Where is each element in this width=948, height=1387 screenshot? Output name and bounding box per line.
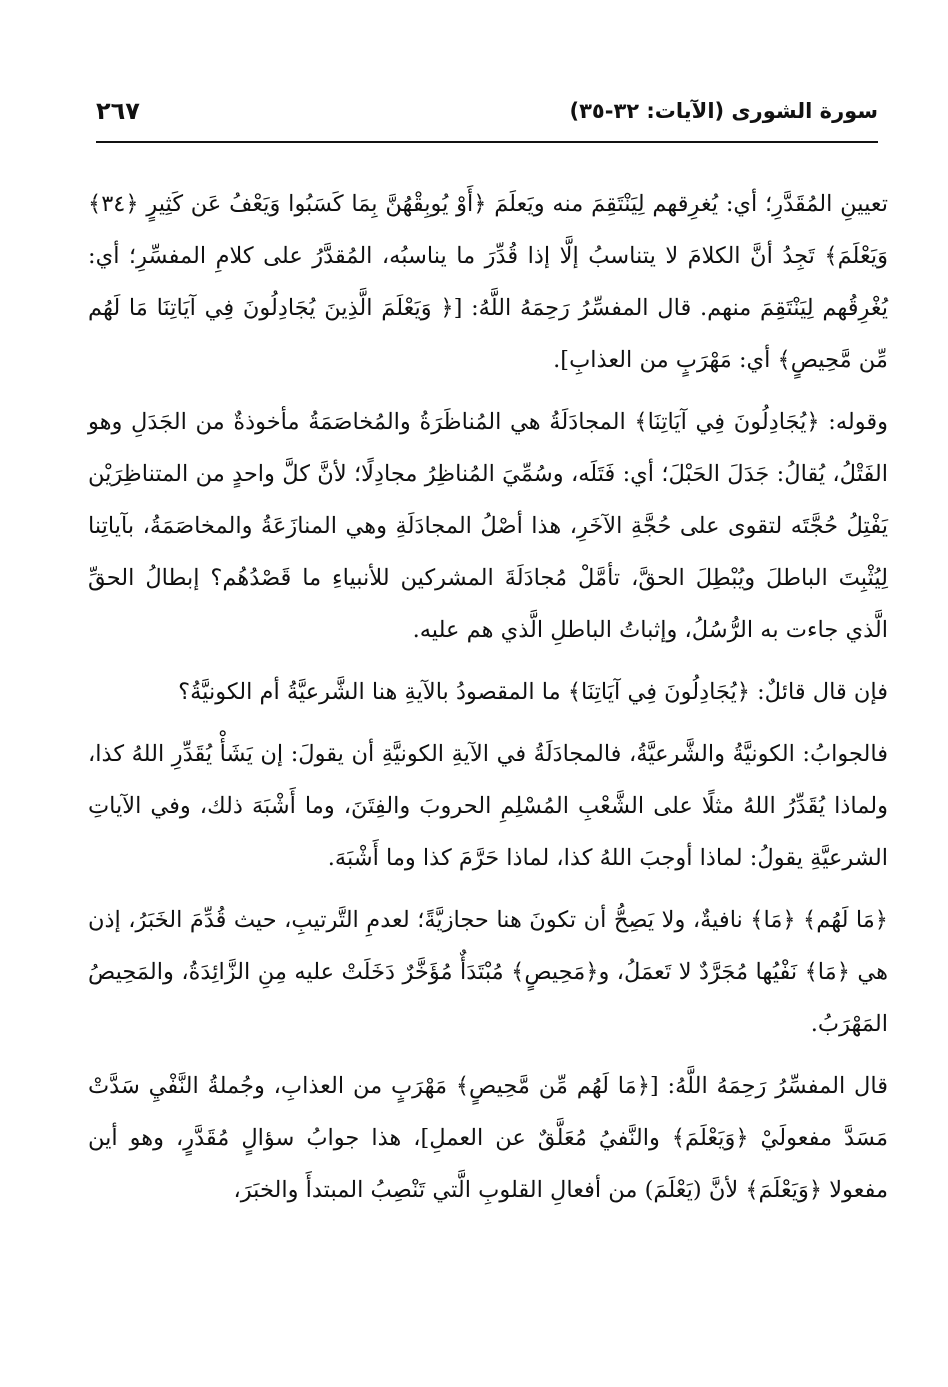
paragraph: ﴿مَا لَهُم﴾ ﴿مَا﴾ نافيةٌ، ولا يَصِحُّ أن تكونَ هنا حجازيَّةً؛ لعدمِ التَّرتيبِ، حيث قُدِّمَ الخَبَرُ، إذن هي ﴿مَا﴾ نَفْيُها مُجَرَّدٌ لا تَعمَلُ، و﴿مَحِيصٍ﴾ مُبْتَدَأٌ مُؤَخَّرٌ دَخَلَتْ عليه مِنِ الزَّائِدَةُ، والمَحِيصُ المَهْرَبُ. — [88, 907, 888, 1037]
paragraph: فإن قال قائلٌ: ﴿يُجَادِلُونَ فِي آيَاتِنَا﴾ ما المقصودُ بالآيةِ هنا الشَّرعيَّةُ أم الكونيَّةُ؟ — [178, 679, 888, 705]
paragraph: وقوله: ﴿يُجَادِلُونَ فِي آيَاتِنَا﴾ المجادَلَةُ هي المُناظَرَةُ والمُخاصَمَةُ مأخوذةٌ من الجَدَلِ وهو الفَتْلُ، يُقالُ: جَدَلَ الحَبْلَ؛ أي: فَتَلَه، وسُمِّيَ المُناظِرُ مجادِلًا؛ لأنَّ كلَّ واحدٍ من المتناظِرَيْن يَفْتِلُ حُجَّتَه لتقوى على حُجَّةِ الآخَرِ، هذا أصْلُ المجادَلَةِ وهي المنازَعَةُ والمخاصَمَةُ، بآياتِنا لِيُثْبِتَ الباطلَ ويُبْطِلَ الحقَّ، تأمَّلْ مُجادَلَةَ المشركين للأنبياءِ ما قَصْدُهُم؟ إبطالُ الحقِّ الَّذي جاءت به الرُّسُلُ، وإثباتُ الباطلِ الَّذي هم عليه. — [88, 409, 888, 643]
running-header — [96, 95, 878, 137]
paragraph: تعيينِ المُقَدَّرِ؛ أي: يُغرِقهم لِيَنْتَقِمَ منه ويَعلَمَ ﴿أَوْ يُوبِقْهُنَّ بِمَا كَسَبُوا وَيَعْفُ عَن كَثِيرٍ ﴿٣٤﴾ وَيَعْلَمَ﴾ تَجِدُ أنَّ الكلامَ لا يتناسبُ إلَّا إذا قُدِّرَ ما يناسبُه، المُقدَّرُ على كلامِ المفسِّرِ؛ أي: يُغْرِقُهم لِيَنْتَقِمَ منهم. قال المفسِّرُ رَحِمَهُ اللَّهُ: [﴿ وَيَعْلَمَ الَّذِينَ يُجَادِلُونَ فِي آيَاتِنَا مَا لَهُم مِّن مَّحِيصٍ﴾ أي: مَهْرَبٍ من العذابِ]. — [88, 191, 888, 373]
page-number: ٢٦٧ — [96, 97, 140, 125]
header-divider — [96, 141, 878, 143]
paragraph: فالجوابُ: الكونيَّةُ والشَّرعيَّةُ، فالمجادَلَةُ في الآيةِ الكونيَّةِ أن يقولَ: إن يَشَأْ يُقَدِّرِ اللهُ كذا، ولماذا يُقَدِّرُ اللهُ مثلًا على الشَّعْبِ المُسْلِمِ الحروبَ والفِتَنَ، وما أَشْبَهَ ذلك، وفي الآياتِ الشرعيَّةِ يقولُ: لماذا أوجبَ اللهُ كذا، لماذا حَرَّمَ كذا وما أَشْبَهَ. — [88, 741, 888, 871]
paragraph: قال المفسِّرُ رَحِمَهُ اللَّهُ: [﴿مَا لَهُم مِّن مَّحِيصٍ﴾ مَهْرَبٍ من العذابِ، وجُملةُ النَّفْيِ سَدَّتْ مَسَدَّ مفعولَيْ ﴿وَيَعْلَمَ﴾ والنَّفيُ مُعَلَّقٌ عن العملِ]، هذا جوابُ سؤالٍ مُقَدَّرٍ، وهو أين مفعولا ﴿وَيَعْلَمَ﴾ لأنَّ (يَعْلَمَ) من أفعالِ القلوبِ الَّتي تَنْصِبُ المبتدأَ والخبَرَ، — [88, 1073, 888, 1203]
surah-header-title: سورة الشورى (الآيات: ٣٢-٣٥) — [569, 99, 878, 123]
page-body — [88, 178, 888, 1216]
